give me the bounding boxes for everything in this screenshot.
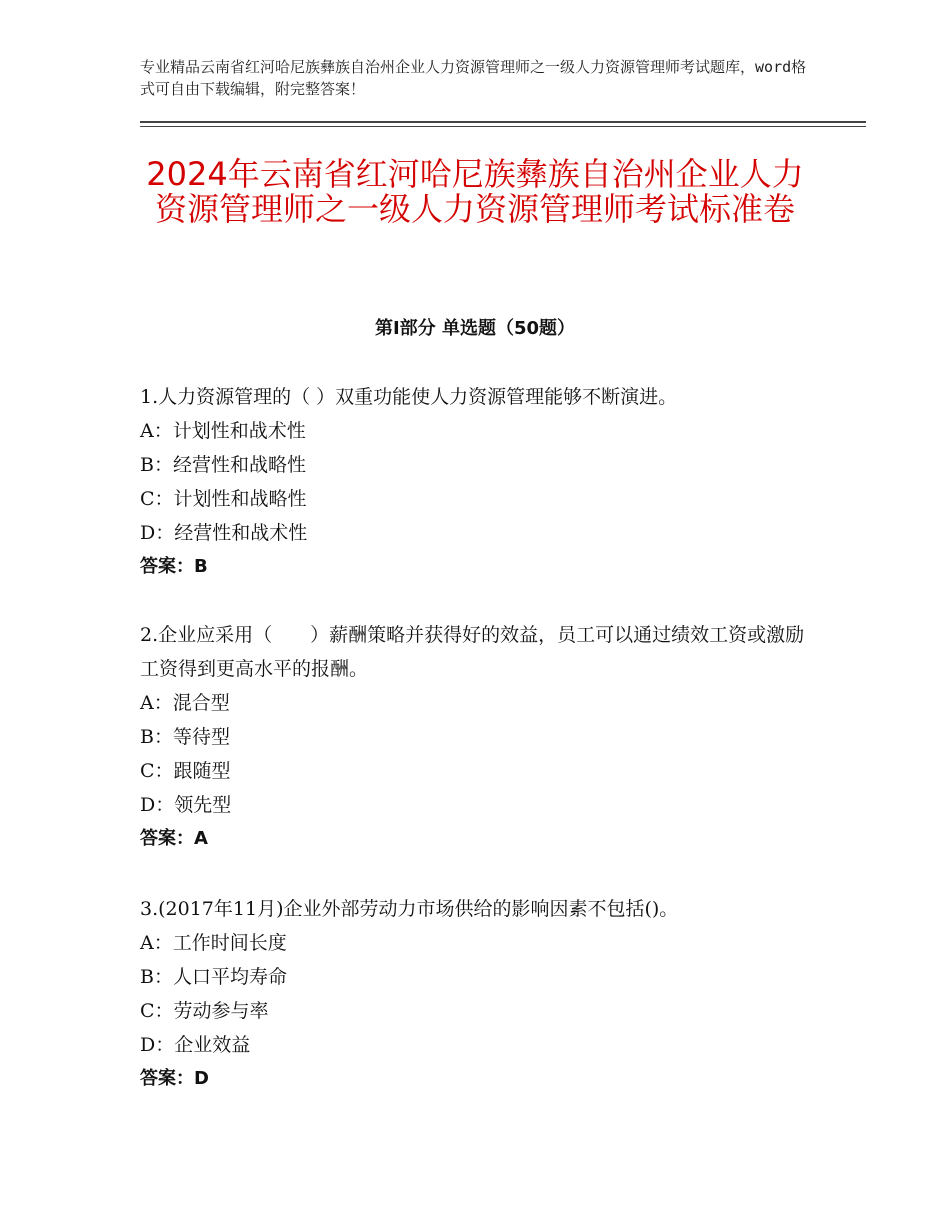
header-divider-thin <box>140 126 866 127</box>
question-2 <box>140 618 820 856</box>
answer: 答案：D <box>140 1068 209 1089</box>
question-1 <box>140 380 820 584</box>
option-b: B：经营性和战略性 <box>140 454 306 476</box>
question-stem: 2.企业应采用（ ）薪酬策略并获得好的效益，员工可以通过绩效工资或激励工资得到更高水平的报酬。 <box>140 624 805 680</box>
option-c: C：计划性和战略性 <box>140 488 307 510</box>
document-title: 2024年云南省红河哈尼族彝族自治州企业人力资源管理师之一级人力资源管理师考试标准卷 <box>146 155 804 228</box>
option-b: B：等待型 <box>140 726 230 748</box>
option-d: D：企业效益 <box>140 1034 251 1056</box>
answer: 答案：A <box>140 828 208 849</box>
header-divider-thick <box>140 121 866 123</box>
question-3 <box>140 892 820 1096</box>
option-a: A：混合型 <box>140 692 230 714</box>
question-stem: 3.(2017年11月)企业外部劳动力市场供给的影响因素不包括()。 <box>140 898 679 920</box>
option-a: A：计划性和战术性 <box>140 420 306 442</box>
answer: 答案：B <box>140 556 208 577</box>
option-c: C：跟随型 <box>140 760 231 782</box>
option-b: B：人口平均寿命 <box>140 966 287 988</box>
option-d: D：领先型 <box>140 794 232 816</box>
header-note: 专业精品云南省红河哈尼族彝族自治州企业人力资源管理师之一级人力资源管理师考试题库，word格式可自由下载编辑，附完整答案！ <box>140 58 807 98</box>
option-a: A：工作时间长度 <box>140 932 287 954</box>
option-d: D：经营性和战术性 <box>140 522 308 544</box>
question-stem: 1.人力资源管理的（ ）双重功能使人力资源管理能够不断演进。 <box>140 386 678 408</box>
option-c: C：劳动参与率 <box>140 1000 269 1022</box>
section-title: 第Ⅰ部分 单选题（50题） <box>374 318 575 339</box>
